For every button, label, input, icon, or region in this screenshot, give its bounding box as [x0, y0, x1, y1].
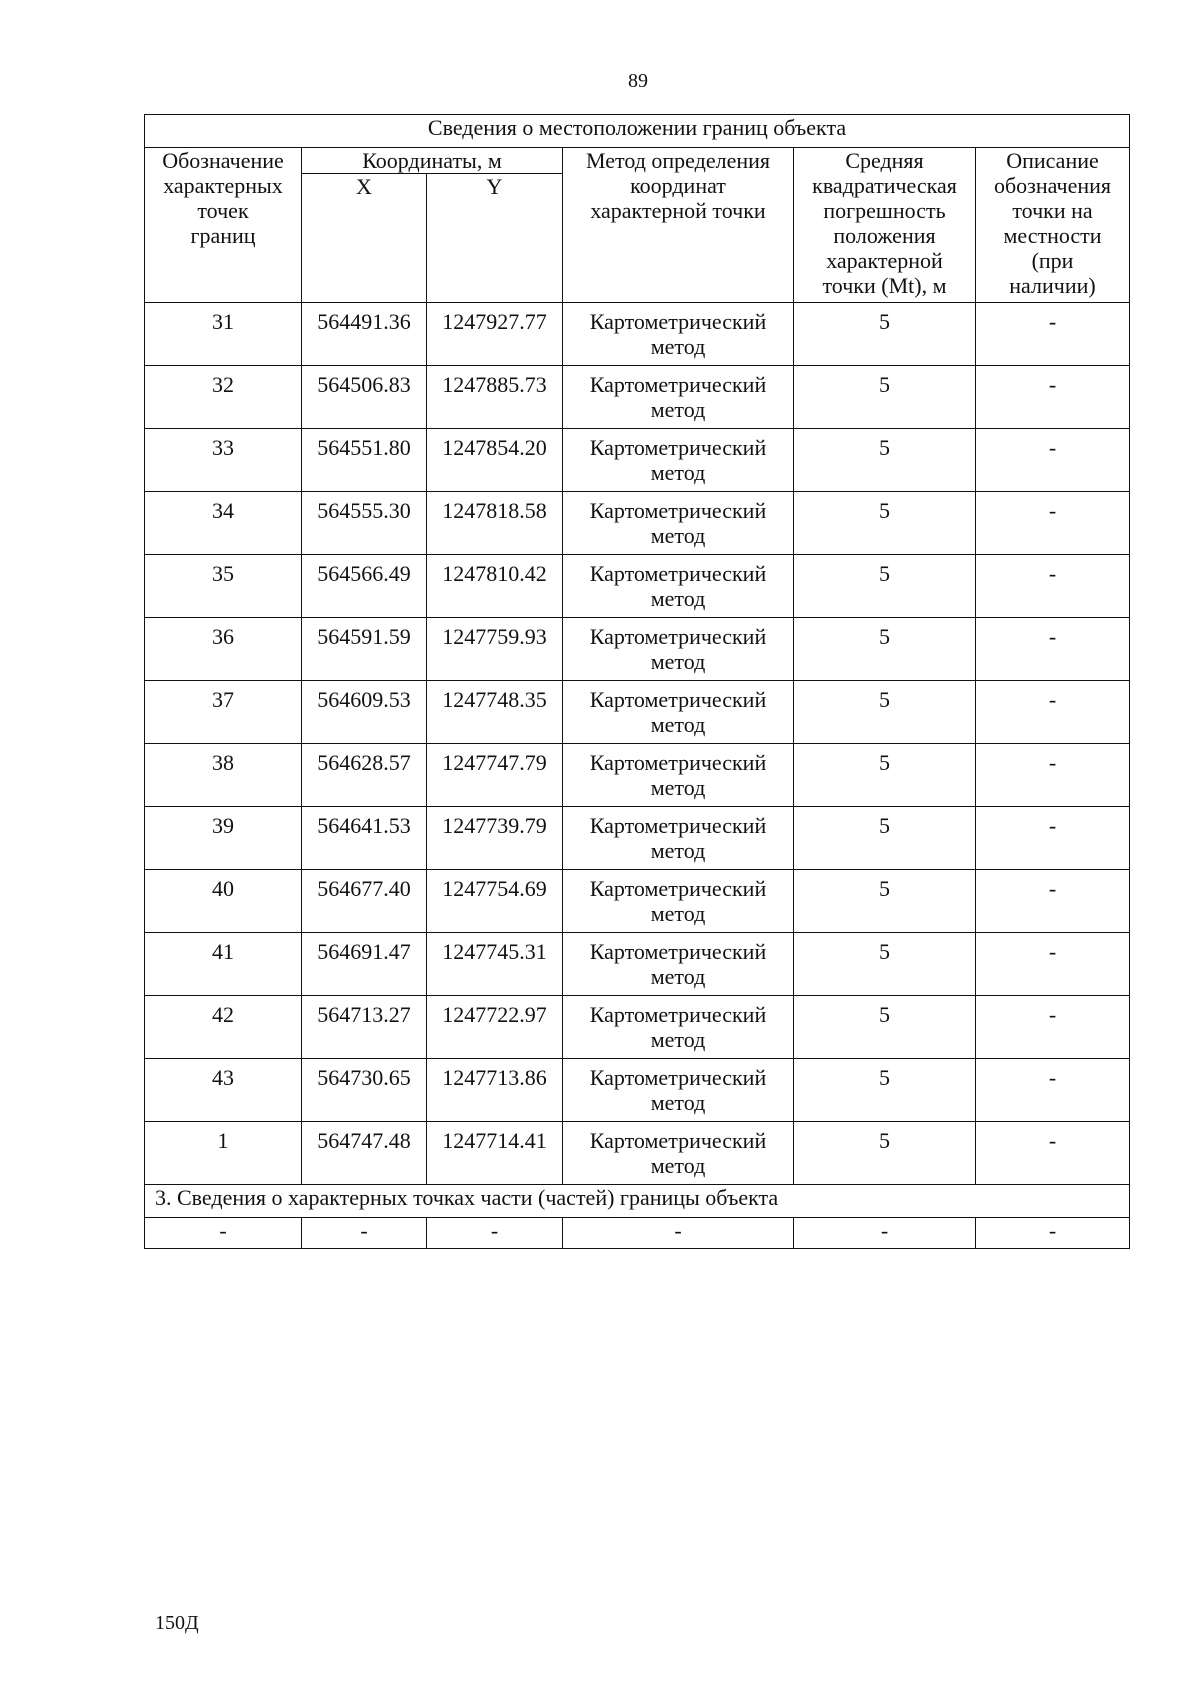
cell-line: Картометрический: [589, 1002, 767, 1027]
cell-line: характерной: [826, 248, 943, 273]
table-row: [145, 996, 1130, 1059]
table-row: [145, 555, 1130, 618]
cell-line: метод: [650, 1090, 706, 1115]
cell-line: Средняя: [845, 148, 924, 173]
section-3-cell: -: [794, 1218, 976, 1249]
cell-line: точки на: [1012, 198, 1093, 223]
cell-method: [563, 1059, 794, 1122]
cell-description: -: [976, 366, 1130, 429]
cell-method: [563, 744, 794, 807]
cell-error: 5: [794, 1059, 976, 1122]
table-row: [145, 807, 1130, 870]
cell-point: 1: [145, 1122, 302, 1185]
cell-method: [563, 870, 794, 933]
cell-description: -: [976, 870, 1130, 933]
cell-line: метод: [650, 397, 706, 422]
cell-method: [563, 807, 794, 870]
header-description: [976, 148, 1130, 303]
cell-line: характерных: [163, 173, 283, 198]
cell-point: 39: [145, 807, 302, 870]
cell-description: -: [976, 1122, 1130, 1185]
cell-line: Картометрический: [589, 813, 767, 838]
cell-line: метод: [650, 838, 706, 863]
table-row: [145, 681, 1130, 744]
cell-line: метод: [650, 901, 706, 926]
cell-error: 5: [794, 303, 976, 366]
table-row: [145, 366, 1130, 429]
cell-line: Картометрический: [589, 624, 767, 649]
cell-description: -: [976, 618, 1130, 681]
cell-point: 31: [145, 303, 302, 366]
cell-line: метод: [650, 460, 706, 485]
cell-line: Метод определения: [585, 148, 771, 173]
cell-point: 43: [145, 1059, 302, 1122]
cell-line: погрешность: [823, 198, 946, 223]
cell-x: 564591.59: [302, 618, 427, 681]
cell-line: метод: [650, 1153, 706, 1178]
cell-description: -: [976, 303, 1130, 366]
cell-description: -: [976, 429, 1130, 492]
cell-line: квадратическая: [812, 173, 957, 198]
table-title: Сведения о местоположении границ объекта: [145, 115, 1130, 148]
cell-point: 34: [145, 492, 302, 555]
cell-description: -: [976, 933, 1130, 996]
cell-line: Картометрический: [589, 309, 767, 334]
cell-method: [563, 492, 794, 555]
table-title-row: [145, 115, 1130, 148]
header-x: X: [302, 174, 427, 303]
cell-error: 5: [794, 555, 976, 618]
cell-line: Обозначение: [162, 148, 284, 173]
table-row: [145, 618, 1130, 681]
cell-x: 564691.47: [302, 933, 427, 996]
cell-method: [563, 555, 794, 618]
cell-point: 37: [145, 681, 302, 744]
cell-error: 5: [794, 429, 976, 492]
cell-line: (при: [1031, 248, 1074, 273]
cell-x: 564506.83: [302, 366, 427, 429]
cell-line: Картометрический: [589, 939, 767, 964]
section-3-row: [145, 1185, 1130, 1218]
cell-line: Картометрический: [589, 1065, 767, 1090]
cell-error: 5: [794, 492, 976, 555]
cell-y: 1247885.73: [427, 366, 563, 429]
cell-line: местности: [1003, 223, 1102, 248]
cell-line: обозначения: [993, 173, 1112, 198]
cell-method: [563, 681, 794, 744]
table-row: [145, 1122, 1130, 1185]
header-method: [563, 148, 794, 303]
cell-line: положения: [833, 223, 936, 248]
cell-line: Картометрический: [589, 750, 767, 775]
table-row: [145, 744, 1130, 807]
cell-error: 5: [794, 1122, 976, 1185]
cell-description: -: [976, 807, 1130, 870]
cell-line: Картометрический: [589, 687, 767, 712]
section-3-cell: -: [563, 1218, 794, 1249]
section-3-cell: -: [976, 1218, 1130, 1249]
cell-line: точек: [197, 198, 249, 223]
cell-line: метод: [650, 523, 706, 548]
cell-y: 1247747.79: [427, 744, 563, 807]
cell-error: 5: [794, 618, 976, 681]
cell-x: 564641.53: [302, 807, 427, 870]
cell-x: 564628.57: [302, 744, 427, 807]
header-row-1: [145, 148, 1130, 174]
cell-x: 564747.48: [302, 1122, 427, 1185]
header-mean-error: [794, 148, 976, 303]
cell-line: границ: [190, 223, 256, 248]
boundary-table: [144, 114, 1130, 1249]
cell-method: [563, 303, 794, 366]
cell-error: 5: [794, 807, 976, 870]
cell-line: метод: [650, 334, 706, 359]
cell-line: Картометрический: [589, 498, 767, 523]
section-3-title: 3. Сведения о характерных точках части (частей) границы объекта: [145, 1185, 1130, 1218]
cell-line: метод: [650, 775, 706, 800]
header-y: Y: [427, 174, 563, 303]
header-coordinates: Координаты, м: [302, 148, 563, 174]
cell-method: [563, 618, 794, 681]
cell-y: 1247713.86: [427, 1059, 563, 1122]
cell-method: [563, 933, 794, 996]
cell-line: метод: [650, 1027, 706, 1052]
cell-y: 1247759.93: [427, 618, 563, 681]
cell-x: 564730.65: [302, 1059, 427, 1122]
footer-code: 150Д: [155, 1612, 199, 1634]
cell-error: 5: [794, 744, 976, 807]
cell-line: Описание: [1006, 148, 1099, 173]
cell-point: 32: [145, 366, 302, 429]
section-3-cell: -: [302, 1218, 427, 1249]
cell-point: 42: [145, 996, 302, 1059]
page-number: 89: [628, 70, 648, 92]
cell-description: -: [976, 681, 1130, 744]
cell-y: 1247722.97: [427, 996, 563, 1059]
cell-y: 1247810.42: [427, 555, 563, 618]
cell-line: Картометрический: [589, 876, 767, 901]
cell-line: наличии): [1009, 273, 1096, 298]
table-row: [145, 429, 1130, 492]
cell-x: 564566.49: [302, 555, 427, 618]
cell-x: 564713.27: [302, 996, 427, 1059]
cell-line: метод: [650, 586, 706, 611]
cell-line: Картометрический: [589, 435, 767, 460]
cell-description: -: [976, 555, 1130, 618]
cell-point: 40: [145, 870, 302, 933]
cell-error: 5: [794, 681, 976, 744]
cell-x: 564551.80: [302, 429, 427, 492]
cell-error: 5: [794, 933, 976, 996]
cell-y: 1247927.77: [427, 303, 563, 366]
cell-y: 1247754.69: [427, 870, 563, 933]
cell-line: метод: [650, 712, 706, 737]
cell-point: 35: [145, 555, 302, 618]
cell-y: 1247748.35: [427, 681, 563, 744]
table-row: [145, 870, 1130, 933]
cell-error: 5: [794, 366, 976, 429]
cell-method: [563, 1122, 794, 1185]
cell-y: 1247745.31: [427, 933, 563, 996]
cell-point: 36: [145, 618, 302, 681]
cell-line: Картометрический: [589, 1128, 767, 1153]
section-3-values-row: [145, 1218, 1130, 1249]
cell-y: 1247854.20: [427, 429, 563, 492]
cell-error: 5: [794, 870, 976, 933]
cell-y: 1247739.79: [427, 807, 563, 870]
cell-line: точки (Mt), м: [822, 273, 947, 298]
cell-line: характерной точки: [590, 198, 766, 223]
cell-x: 564555.30: [302, 492, 427, 555]
cell-line: Картометрический: [589, 372, 767, 397]
cell-method: [563, 429, 794, 492]
cell-point: 38: [145, 744, 302, 807]
cell-point: 41: [145, 933, 302, 996]
cell-x: 564609.53: [302, 681, 427, 744]
section-3-cell: -: [145, 1218, 302, 1249]
cell-description: -: [976, 1059, 1130, 1122]
header-point-designation: [145, 148, 302, 303]
cell-point: 33: [145, 429, 302, 492]
cell-error: 5: [794, 996, 976, 1059]
cell-x: 564677.40: [302, 870, 427, 933]
cell-y: 1247818.58: [427, 492, 563, 555]
cell-description: -: [976, 744, 1130, 807]
cell-y: 1247714.41: [427, 1122, 563, 1185]
cell-line: координат: [630, 173, 726, 198]
cell-method: [563, 996, 794, 1059]
cell-line: метод: [650, 649, 706, 674]
cell-line: метод: [650, 964, 706, 989]
table-body: [145, 115, 1130, 1249]
cell-description: -: [976, 996, 1130, 1059]
cell-line: Картометрический: [589, 561, 767, 586]
cell-description: -: [976, 492, 1130, 555]
section-3-cell: -: [427, 1218, 563, 1249]
table-row: [145, 303, 1130, 366]
cell-x: 564491.36: [302, 303, 427, 366]
table-row: [145, 1059, 1130, 1122]
table-row: [145, 933, 1130, 996]
table-row: [145, 492, 1130, 555]
cell-method: [563, 366, 794, 429]
